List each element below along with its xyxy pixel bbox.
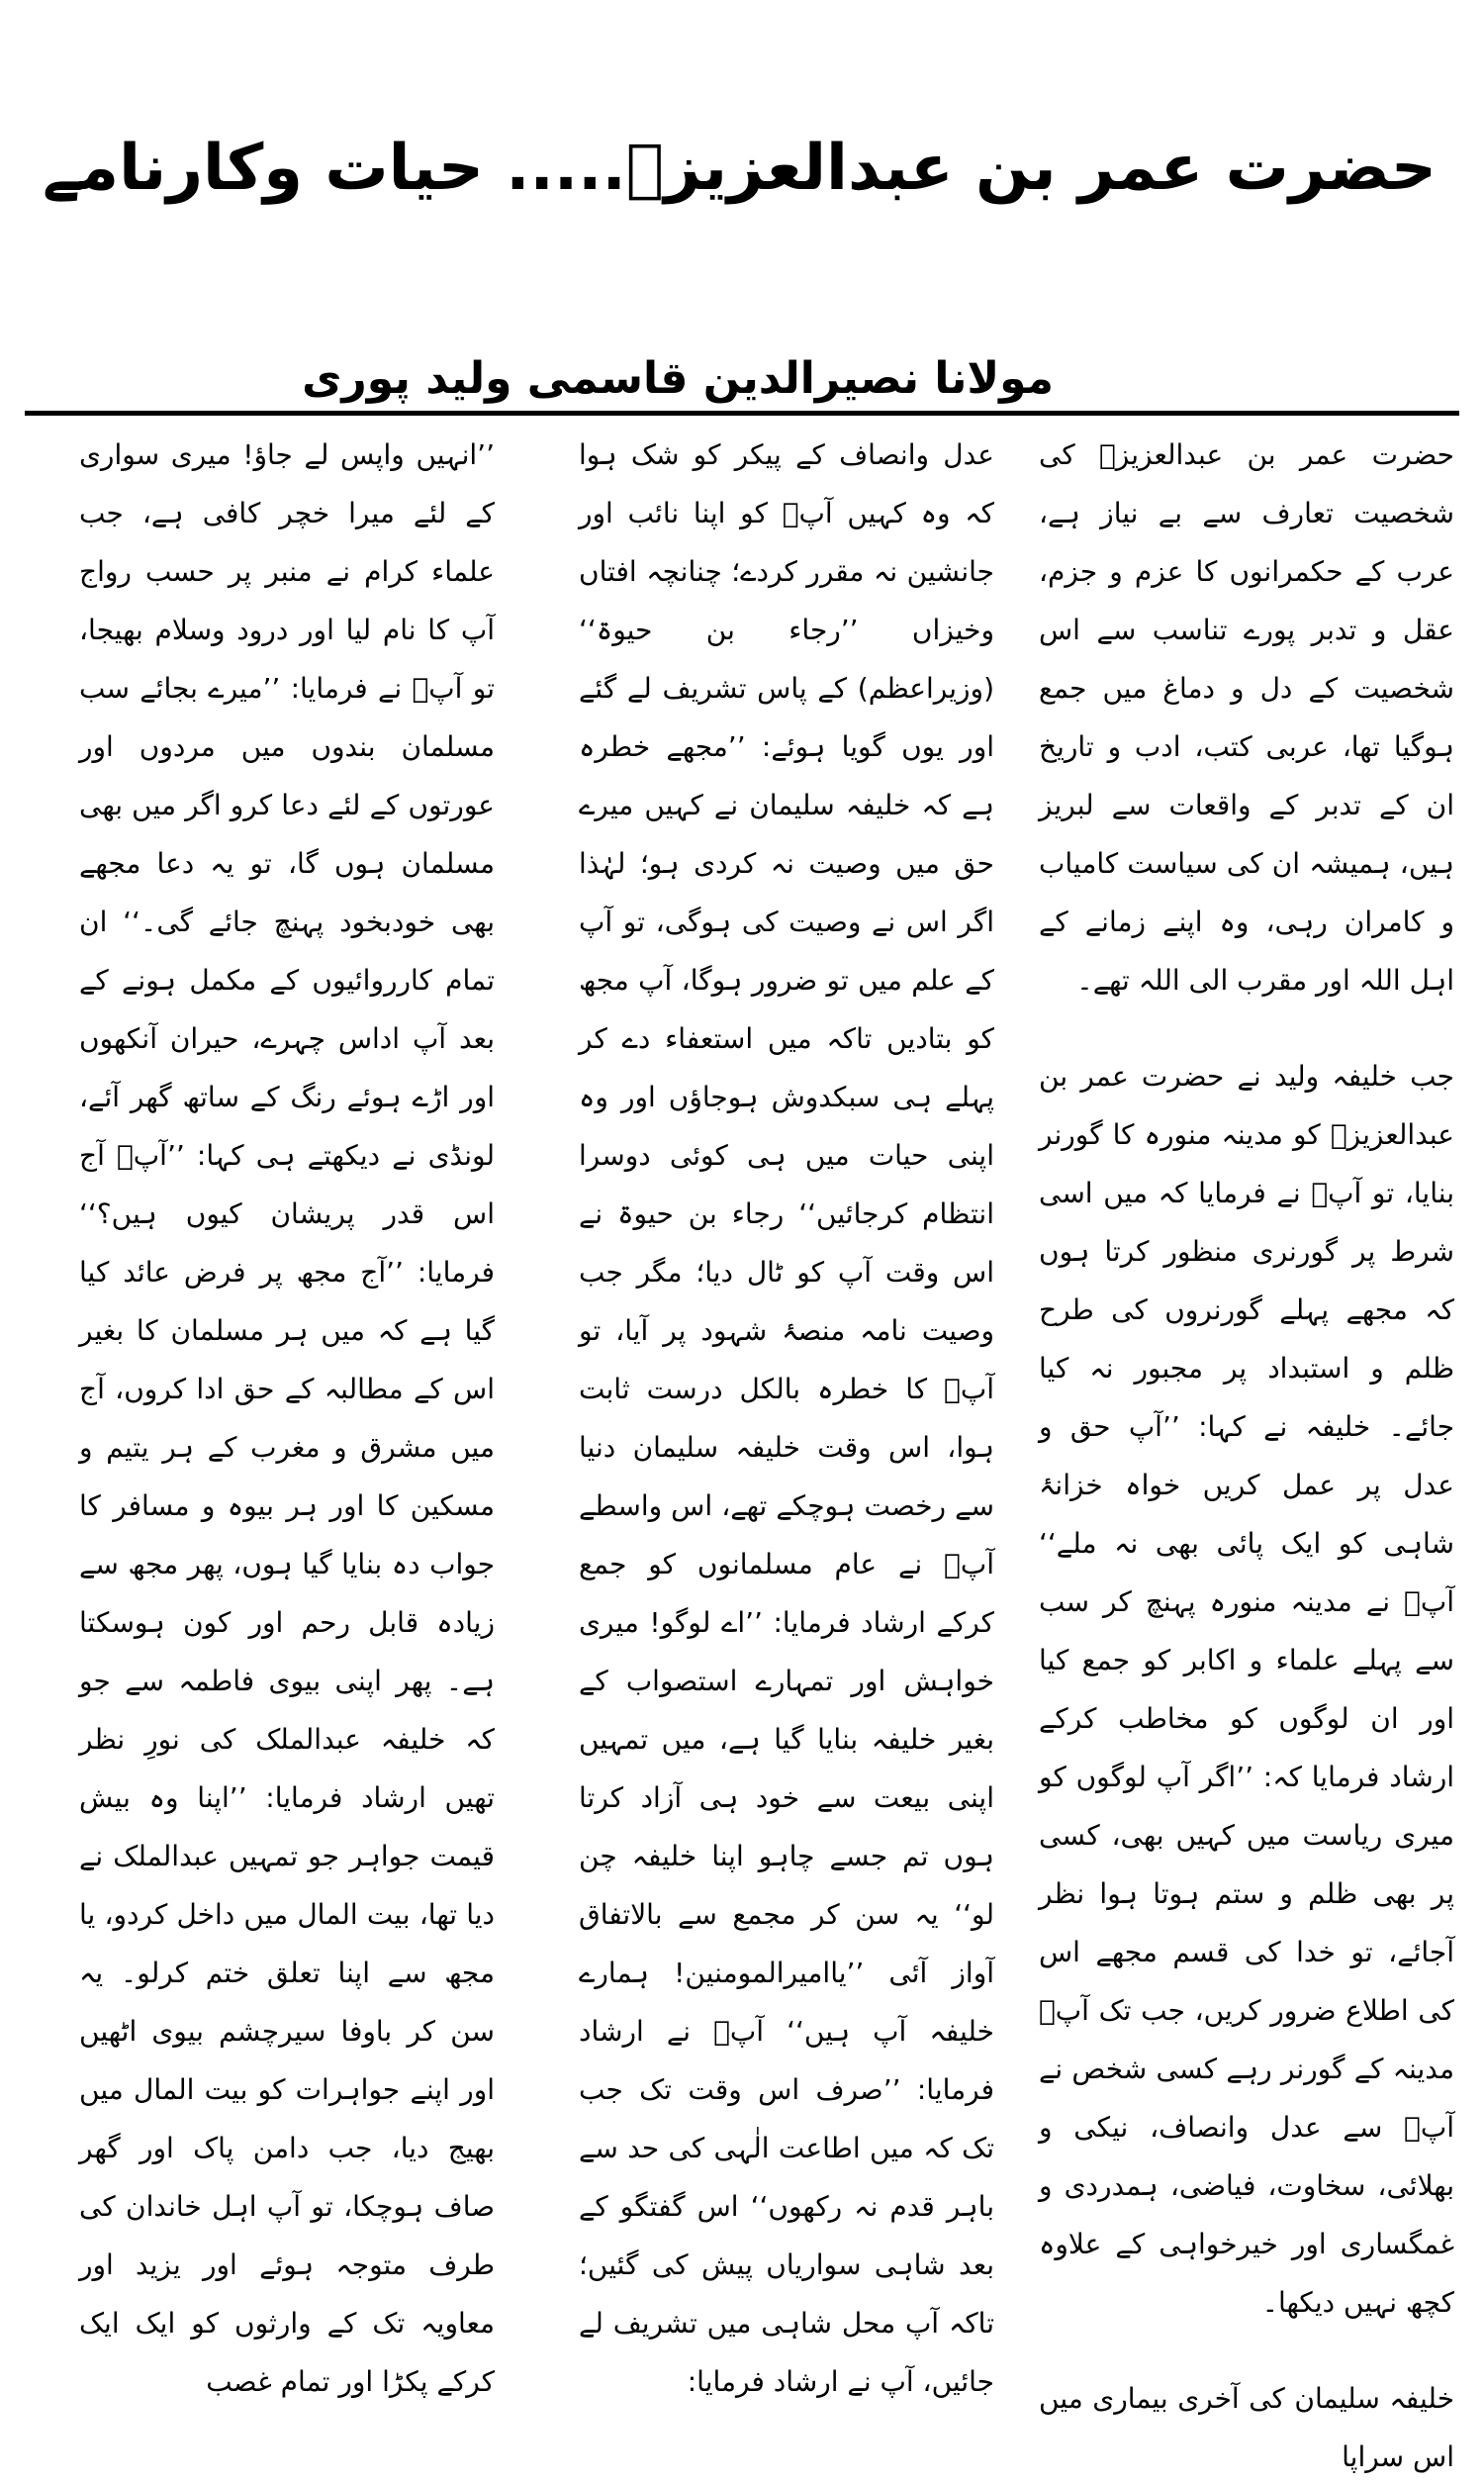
author-byline: مولانا نصیرالدین قاسمی ولید پوری [302,353,1054,404]
article-column-2 [579,426,994,2398]
divider-rule [25,411,1459,416]
column-1-paragraph-3: خلیفہ سلیمان کی آخری بیماری میں اس سراپا [1039,2382,1454,2473]
title-block [25,69,1454,327]
article-title: حضرت عمر بن عبدالعزیزؒ..... حیات وکارنامے [43,132,1437,205]
column-1-paragraph-2: جب خلیفہ ولید نے حضرت عمر بن عبدالعزیزؒ کو مدینہ منورہ کا گورنر بنایا، تو آپؒ نے فرمایا کہ میں اسی شرط پر گورنری منظور کرتا ہوں کہ مجھے پہلے گورنروں کی طرح ظلم و استبداد پر مجبور نہ کیا جائے۔ خلیفہ نے کہا: ’’آپ حق و عدل پر عمل کریں خواہ خزانۂ شاہی کو ایک پائی بھی نہ ملے‘‘ آپؒ نے مدینہ منورہ پہنچ کر سب سے پہلے علماء و اکابر کو جمع کیا اور ان لوگوں کو مخاطب کرکے ارشاد فرمایا کہ: ’’اگر آپ لوگوں کو میری ریاست میں کہیں بھی، کسی پر بھی ظلم و ستم ہوتا ہوا نظر آجائے، تو خدا کی قسم مجھے اس کی اطلاع ضرور کریں، جب تک آپؒ مدینہ کے گورنر رہے کسی شخص نے آپؒ سے عدل وانصاف، نیکی و بھلائی، سخاوت، فیاضی، ہمدردی و غمگساری اور خیرخواہی کے علاوہ کچھ نہیں دیکھا۔ [1039,1060,1454,2319]
column-3-paragraph-1: ’’انہیں واپس لے جاؤ! میری سواری کے لئے میرا خچر کافی ہے، جب علماء کرام نے منبر پر حسب رواج آپ کا نام لیا اور درود وسلام بھیجا، تو آپؒ نے فرمایا: ’’میرے بجائے سب مسلمان بندوں میں مردوں اور عورتوں کے لئے دعا کرو اگر میں بھی مسلمان ہوں گا، تو یہ دعا مجھے بھی خودبخود پہنچ جائے گی۔‘‘ ان تمام کارروائیوں کے مکمل ہونے کے بعد آپ اداس چہرے، حیران آنکھوں اور اڑے ہوئے رنگ کے ساتھ گھر آئے، لونڈی نے دیکھتے ہی کہا: ’’آپؒ آج اس قدر پریشان کیوں ہیں؟‘‘ فرمایا: ’’آج مجھ پر فرض عائد کیا گیا ہے کہ میں ہر مسلمان کا بغیر اس کے مطالبہ کے حق ادا کروں، آج میں مشرق و مغرب کے ہر یتیم و مسکین کا اور ہر بیوہ و مسافر کا جواب دہ بنایا گیا ہوں، پھر مجھ سے زیادہ قابل رحم اور کون ہوسکتا ہے۔ پھر اپنی بیوی فاطمہ سے جو کہ خلیفہ عبدالملک کی نورِ نظر تھیں ارشاد فرمایا: ’’اپنا وہ بیش قیمت جواہر جو تمہیں عبدالملک نے دیا تھا، بیت المال میں داخل کردو، یا مجھ سے اپنا تعلق ختم کرلو۔ یہ سن کر باوفا سیرچشم بیوی اٹھیں اور اپنے جواہرات کو بیت المال میں بھیج دیا، جب دامن پاک اور گھر صاف ہوچکا، تو آپ اہل خاندان کی طرف متوجہ ہوئے اور یزید اور معاویہ تک کے وارثوں کو ایک ایک کرکے پکڑا اور تمام غصب [79,438,495,2398]
column-2-paragraph-1: عدل وانصاف کے پیکر کو شک ہوا کہ وہ کہیں آپؒ کو اپنا نائب اور جانشین نہ مقرر کردے؛ چنانچہ افتاں وخیزاں ’’رجاء بن حیوۃ‘‘ (وزیراعظم) کے پاس تشریف لے گئے اور یوں گویا ہوئے: ’’مجھے خطرہ ہے کہ خلیفہ سلیمان نے کہیں میرے حق میں وصیت نہ کردی ہو؛ لہٰذا اگر اس نے وصیت کی ہوگی، تو آپ کے علم میں تو ضرور ہوگا، آپ مجھ کو بتادیں تاکہ میں استعفاء دے کر پہلے ہی سبکدوش ہوجاؤں اور وہ اپنی حیات میں ہی کوئی دوسرا انتظام کرجائیں‘‘ رجاء بن حیوۃ نے اس وقت آپ کو ٹال دیا؛ مگر جب وصیت نامہ منصۂ شہود پر آیا، تو آپؒ کا خطرہ بالکل درست ثابت ہوا، اس وقت خلیفہ سلیمان دنیا سے رخصت ہوچکے تھے، اس واسطے آپؒ نے عام مسلمانوں کو جمع کرکے ارشاد فرمایا: ’’اے لوگو! میری خواہش اور تمہارے استصواب کے بغیر خلیفہ بنایا گیا ہے، میں تمہیں اپنی بیعت سے خود ہی آزاد کرتا ہوں تم جسے چاہو اپنا خلیفہ چن لو‘‘ یہ سن کر مجمع سے بالاتفاق آواز آئی ’’یاامیرالمومنین! ہمارے خلیفہ آپ ہیں‘‘ آپؒ نے ارشاد فرمایا: ’’صرف اس وقت تک جب تک کہ میں اطاعت الٰہی کی حد سے باہر قدم نہ رکھوں‘‘ اس گفتگو کے بعد شاہی سواریاں پیش کی گئیں؛ تاکہ آپ محل شاہی میں تشریف لے جائیں، آپ نے ارشاد فرمایا: [579,438,994,2398]
column-1-paragraph-1: حضرت عمر بن عبدالعزیزؒ کی شخصیت تعارف سے بے نیاز ہے، عرب کے حکمرانوں کا عزم و جزم، عقل و تدبر پورے تناسب سے اس شخصیت کے دل و دماغ میں جمع ہوگیا تھا، عربی کتب، ادب و تاریخ ان کے تدبر کے واقعات سے لبریز ہیں، ہمیشہ ان کی سیاست کامیاب و کامران رہی، وہ اپنے زمانے کے اہل اللہ اور مقرب الی اللہ تھے۔ [1039,438,1454,997]
article-column-1 [1039,426,1454,2473]
article-column-3 [79,426,495,2398]
